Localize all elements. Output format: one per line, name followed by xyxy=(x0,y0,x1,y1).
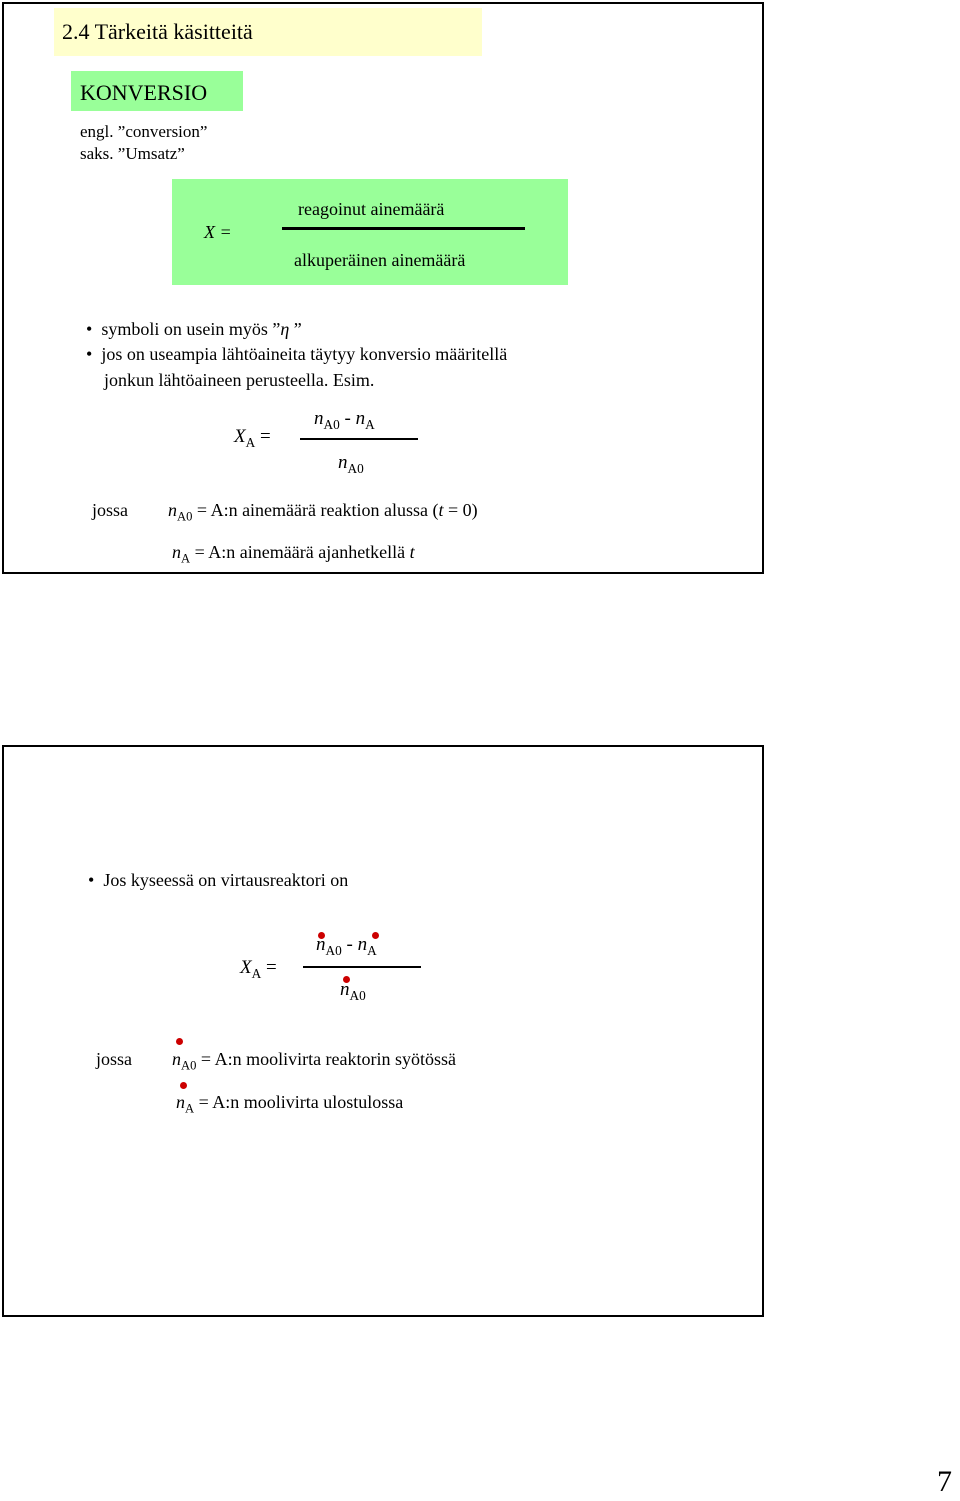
bullet-dot: • xyxy=(88,870,95,890)
german-term: saks. ”Umsatz” xyxy=(80,144,185,163)
eq3-n: n xyxy=(340,979,350,1000)
def-sub-a0: A0 xyxy=(177,509,193,524)
eq2-equals: = xyxy=(259,426,271,447)
def-sub-a: A xyxy=(181,551,191,566)
slide-2 xyxy=(2,745,764,1317)
def1-t: t xyxy=(438,500,444,520)
def-sub-a0: A0 xyxy=(181,1058,197,1073)
eq1-denominator: alkuperäinen ainemäärä xyxy=(294,250,466,270)
definition-n-a xyxy=(172,542,415,567)
eq3-minus: - xyxy=(346,934,353,955)
def1-text: = A:n ainemäärä reaktion alussa ( xyxy=(196,500,439,520)
slide-1 xyxy=(2,2,764,574)
eq2-x: X xyxy=(234,426,246,447)
time-derivative-dot xyxy=(180,1082,187,1089)
bullet-2-line-1: jos on useampia lähtöaineita täytyy konversio määritellä xyxy=(101,344,508,364)
english-term: engl. ”conversion” xyxy=(80,122,208,141)
def-n: n xyxy=(176,1092,185,1112)
def-sub-a: A xyxy=(185,1101,195,1116)
eq2-sub-a0: A0 xyxy=(323,416,340,432)
bullet-flow-reactor-text: Jos kyseessä on virtausreaktori on xyxy=(103,870,349,890)
page-number: 7 xyxy=(937,1465,952,1498)
eq1-numerator: reagoinut ainemäärä xyxy=(298,199,445,219)
eq2-numerator xyxy=(314,408,375,433)
eq3-sub-a0: A0 xyxy=(349,987,366,1003)
bullet-dot: • xyxy=(86,344,93,364)
eq2-minus: - xyxy=(344,408,351,429)
bullet-flow-reactor xyxy=(88,870,348,891)
def1-end: = 0) xyxy=(443,500,478,520)
bullet-1 xyxy=(86,319,302,340)
eq2-n: n xyxy=(355,408,366,429)
eta-symbol: η xyxy=(280,319,290,339)
eq1-lhs: X = xyxy=(204,222,232,242)
time-derivative-dot xyxy=(176,1038,183,1045)
eq2-n: n xyxy=(314,408,324,429)
eq2-lhs xyxy=(234,426,271,451)
bullet-2 xyxy=(86,344,507,365)
def2-text: = A:n ainemäärä ajanhetkellä xyxy=(194,542,410,562)
eq3-x-sub: A xyxy=(251,965,262,981)
definition-flow-n-a xyxy=(176,1092,403,1117)
eq1-fraction-bar xyxy=(282,227,525,230)
definition-n-a0 xyxy=(168,500,478,525)
eq3-n: n xyxy=(357,934,368,955)
heading-konversio: KONVERSIO xyxy=(80,80,208,105)
bullet-1-quote: ” xyxy=(293,319,302,339)
def-n: n xyxy=(168,500,177,520)
eq2-sub-a0: A0 xyxy=(347,460,364,476)
bullet-1-text: symboli on usein myös ” xyxy=(101,319,281,339)
eq3-lhs xyxy=(240,957,277,982)
eq3-fraction-bar xyxy=(303,966,421,968)
eq2-denominator xyxy=(338,452,364,477)
def-n: n xyxy=(172,542,181,562)
definition-flow-n-a0 xyxy=(172,1049,456,1074)
slide-title: 2.4 Tärkeitä käsitteitä xyxy=(62,19,253,44)
eq3-x: X xyxy=(240,957,252,978)
bullet-dot: • xyxy=(86,319,93,339)
jossa-label: jossa xyxy=(92,500,128,520)
bullet-2-line-2: jonkun lähtöaineen perusteella. Esim. xyxy=(104,370,375,390)
def2-text: = A:n moolivirta ulostulossa xyxy=(194,1092,404,1112)
eq2-sub-a: A xyxy=(365,416,375,432)
eq2-x-sub: A xyxy=(245,434,256,450)
def1-text: = A:n moolivirta reaktorin syötössä xyxy=(196,1049,457,1069)
def2-t: t xyxy=(409,542,415,562)
eq2-n: n xyxy=(338,452,348,473)
eq3-sub-a0: A0 xyxy=(325,942,342,958)
jossa-label: jossa xyxy=(96,1049,132,1069)
eq2-fraction-bar xyxy=(300,438,418,440)
def-n: n xyxy=(172,1049,181,1069)
eq3-sub-a: A xyxy=(367,942,377,958)
eq3-denominator xyxy=(340,979,366,1004)
eq3-n: n xyxy=(316,934,326,955)
eq3-numerator xyxy=(316,934,377,959)
eq3-equals: = xyxy=(265,957,277,978)
